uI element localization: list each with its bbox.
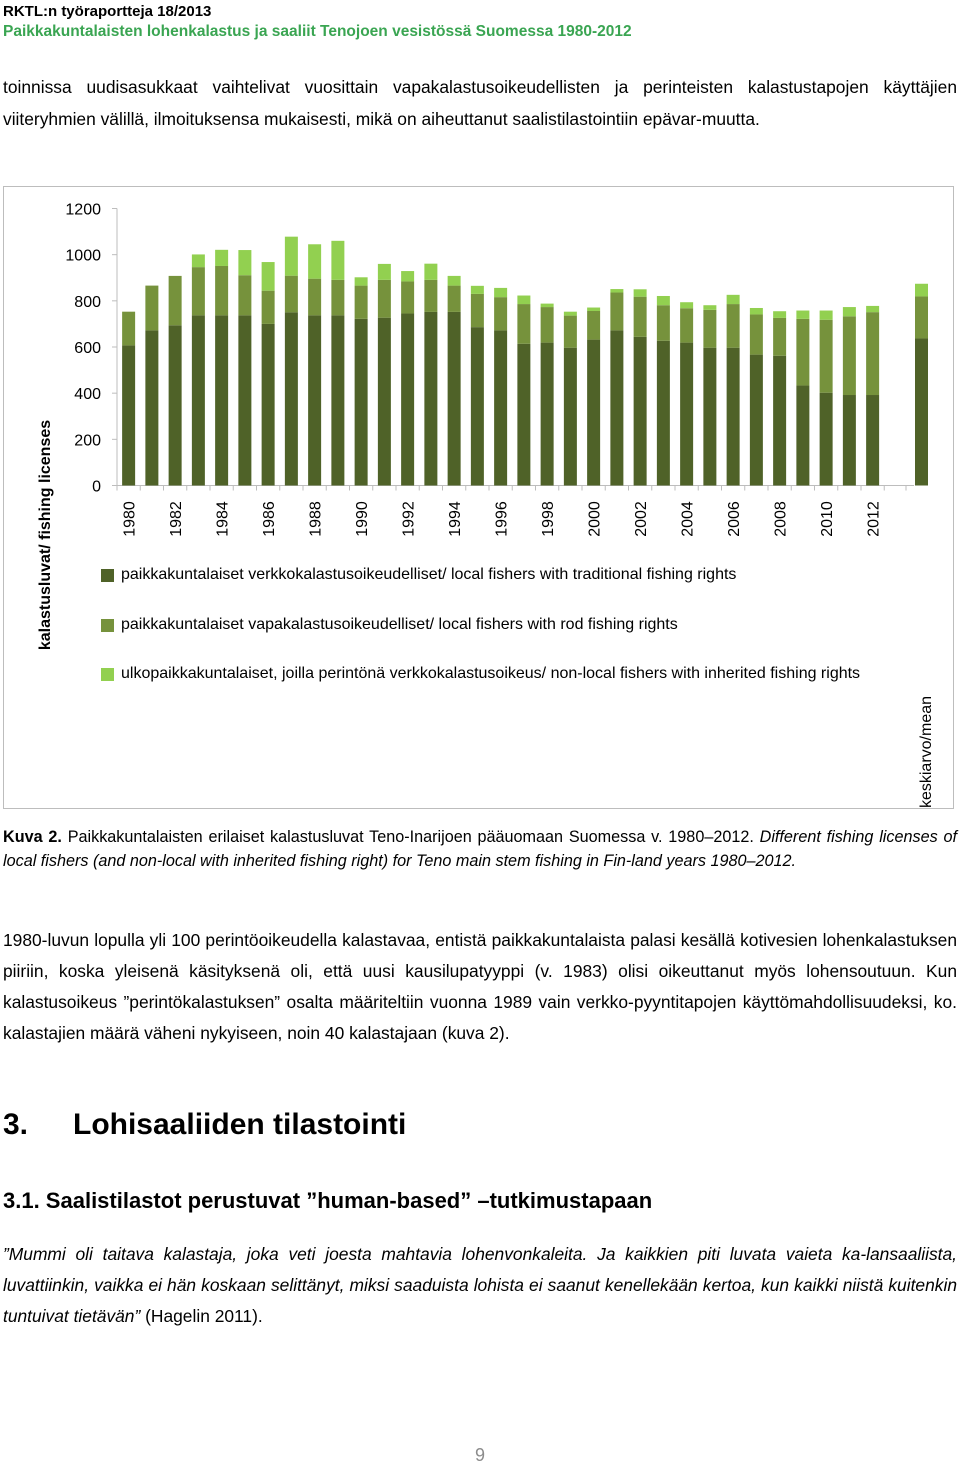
bar-segment-s1-2004 [680, 343, 693, 486]
bar-segment-s1-2002 [634, 337, 647, 486]
bar-segment-s1-2011 [843, 395, 856, 485]
bar-segment-s1-2000 [587, 340, 600, 486]
bar-segment-s2-1986 [262, 291, 275, 324]
bar-segment-s2-1998 [541, 307, 554, 343]
bar-segment-s2-1983 [192, 267, 205, 315]
caption-label: Kuva 2. [3, 828, 62, 846]
bar-segment-s2-1989 [331, 280, 344, 316]
bar-segment-s2-2009 [796, 319, 809, 386]
legend-item-traditional [101, 563, 891, 587]
bar-segment-s3-keskiarvo/mean [915, 284, 928, 297]
legend-swatch-rod [101, 619, 114, 632]
bar-segment-s3-2011 [843, 307, 856, 316]
bar-segment-s1-1983 [192, 315, 205, 485]
caption-english: Different fishing licenses of local fishers (and non-local with inherited fishing right) for Teno main stem fishing in Fin-land years 1980–2012. [3, 828, 957, 870]
y-tick-label: 200 [74, 432, 101, 450]
bar-segment-s1-1991 [378, 318, 391, 486]
quote-text: ”Mummi oli taitava kalastaja, joka veti joesta mahtavia lohenvonkaleita. Ja kaikkien piti luvata vaieta ka-lansaaliista, luvattiinkin, vaikka ei hän koskaan selittänyt, miksi saaduista lohista ei saanut kenellekään kertoa, kun kaikki niistä kuitenkin tuntuivat tietävän” [3, 1244, 957, 1326]
bar-segment-s3-1997 [517, 296, 530, 305]
bar-segment-s1-2001 [610, 330, 623, 485]
intro-paragraph: toinnissa uudisasukkaat vaihtelivat vuosittain vapakalastusoikeudellisten ja perinteisten kalastustapojen käyttäjien viiteryhmien välillä, ilmoituksensa mukaisesti, mikä on aiheuttanut saalistilastointiin epävar-muutta. [3, 77, 957, 129]
bar-segment-s3-1986 [262, 262, 275, 291]
quote-paragraph [3, 1239, 957, 1332]
legend-swatch-inherited [101, 668, 114, 681]
bar-segment-s2-1993 [424, 280, 437, 312]
bar-segment-s1-2010 [820, 393, 833, 486]
bar-segment-s3-2009 [796, 311, 809, 319]
legend-label-rod: paikkakuntalaiset vapakalastusoikeudelliset/ local fishers with rod fishing rights [121, 616, 678, 633]
bar-segment-s3-2004 [680, 302, 693, 308]
section-heading [3, 1108, 406, 1142]
bar-segment-s1-1989 [331, 315, 344, 485]
bar-segment-s1-1981 [145, 330, 158, 485]
bar-segment-s2-1985 [238, 275, 251, 315]
bar-segment-s1-1982 [169, 325, 182, 485]
bar-segment-s3-1990 [355, 277, 368, 285]
bar-segment-s1-1996 [494, 330, 507, 485]
report-series: RKTL:n työraportteja 18/2013 [3, 3, 212, 20]
x-tick-label: 2010 [819, 501, 837, 537]
bar-segment-s2-1997 [517, 304, 530, 344]
page-number: 9 [474, 1445, 485, 1465]
bar-segment-s1-2005 [703, 348, 716, 486]
y-tick-label: 1000 [65, 247, 101, 265]
y-axis-label: kalastusluvat/ fishing licenses [37, 419, 54, 651]
bar-segment-s3-1988 [308, 244, 321, 278]
bar-segment-s3-2001 [610, 289, 623, 292]
x-tick-label: 2004 [679, 501, 697, 537]
x-tick-label: 1980 [121, 501, 139, 537]
bar-segment-s1-1988 [308, 315, 321, 485]
bar-segment-s2-2011 [843, 316, 856, 395]
bar-segment-s2-2001 [610, 293, 623, 331]
bar-segment-s3-1984 [215, 250, 228, 266]
x-tick-label: 2008 [772, 501, 790, 537]
bar-segment-s2-2008 [773, 318, 786, 356]
bar-segment-s3-1999 [564, 312, 577, 316]
bar-segment-s3-1995 [471, 286, 484, 294]
bar-segment-s1-1999 [564, 348, 577, 486]
x-tick-label: 2012 [865, 501, 883, 537]
legend-swatch-traditional [101, 569, 114, 582]
bar-segment-s3-1996 [494, 288, 507, 297]
x-tick-label: 2006 [726, 501, 744, 537]
quote-citation: (Hagelin 2011). [140, 1306, 263, 1326]
bar-segment-s1-2006 [727, 348, 740, 486]
bar-segment-s3-1989 [331, 241, 344, 280]
bar-segment-s3-2006 [727, 295, 740, 304]
bar-segment-s1-1985 [238, 315, 251, 485]
bar-segment-s1-1986 [262, 324, 275, 486]
bar-segment-s1-keskiarvo/mean [915, 338, 928, 485]
bar-segment-s3-1994 [448, 276, 461, 286]
bar-segment-s1-1993 [424, 312, 437, 486]
section-title: Lohisaaliiden tilastointi [73, 1108, 407, 1141]
body-paragraph: 1980-luvun lopulla yli 100 perintöoikeudella kalastavaa, entistä paikkakuntalaista palasi kesällä kotivesien lohenkalastuksen piiriin, koska yleisenä käsityksenä oli, että uusi kausilupatyyppi (v. 1983) olisi oikeuttanut myös lohensoutuun. Kun kalastusoikeus ”perintökalastuksen” osalta määriteltiin vuonna 1989 vain verkko-pyyntitapojen käyttömahdollisuudeksi, ko. kalastajien määrä väheni nykyiseen, noin 40 kalastajaan (kuva 2). [3, 930, 957, 1043]
bar-segment-s1-1987 [285, 312, 298, 485]
bar-segment-s1-2007 [750, 355, 763, 486]
bar-segment-s2-1994 [448, 286, 461, 312]
bar-segment-s2-1988 [308, 279, 321, 316]
bar-segment-s2-1981 [145, 286, 158, 331]
bar-segment-s2-keskiarvo/mean [915, 296, 928, 338]
bar-segment-s2-1991 [378, 280, 391, 318]
bar-segment-s2-1984 [215, 266, 228, 315]
x-tick-label: 1992 [400, 501, 418, 537]
legend-item-inherited [101, 662, 891, 686]
bar-segment-s1-2009 [796, 386, 809, 486]
running-header [3, 2, 632, 43]
x-tick-label: 1998 [540, 501, 558, 537]
bar-segment-s1-1997 [517, 344, 530, 486]
bar-segment-s2-1987 [285, 276, 298, 313]
bar-segment-s3-2012 [866, 306, 879, 312]
bar-segment-s3-2000 [587, 308, 600, 311]
x-tick-label: 2002 [633, 501, 651, 537]
bar-segment-s2-2012 [866, 312, 879, 395]
bar-segment-s3-1987 [285, 237, 298, 276]
bar-segment-s3-1993 [424, 264, 437, 280]
legend-item-rod [101, 613, 891, 637]
bar-segment-s2-1980 [122, 312, 135, 346]
x-tick-label: 2000 [586, 501, 604, 537]
bar-segment-s2-1999 [564, 316, 577, 348]
bar-segment-s1-2008 [773, 356, 786, 486]
bar-segment-s3-2002 [634, 289, 647, 296]
bar-segment-s1-1990 [355, 319, 368, 486]
bar-segment-s1-1992 [401, 314, 414, 486]
bar-segment-s3-1983 [192, 254, 205, 267]
legend-label-traditional: paikkakuntalaiset verkkokalastusoikeudelliset/ local fishers with traditional fishing rights [121, 566, 737, 583]
bar-segment-s3-2003 [657, 296, 670, 305]
y-tick-label: 600 [74, 340, 101, 357]
bar-segment-s3-1991 [378, 264, 391, 280]
x-tick-label: 1988 [307, 501, 325, 537]
y-tick-label: 0 [92, 478, 101, 496]
bar-segment-s2-1982 [169, 276, 182, 325]
bar-segment-s2-2002 [634, 297, 647, 337]
stacked-bar-chart [4, 187, 952, 807]
bar-segment-s2-2010 [820, 320, 833, 393]
bar-segment-s3-2010 [820, 311, 833, 320]
legend-label-inherited: ulkopaikkakuntalaiset, joilla perintönä verkkokalastusoikeus/ non-local fishers with inherited fishing rights [121, 665, 861, 682]
bar-segment-s2-1992 [401, 281, 414, 313]
mean-category-label: keskiarvo/mean [918, 695, 935, 809]
y-tick-label: 800 [74, 293, 101, 311]
bar-segment-s2-2007 [750, 314, 763, 354]
bar-segment-s2-2000 [587, 311, 600, 340]
bar-segment-s3-1985 [238, 250, 251, 275]
bar-segment-s3-1992 [401, 271, 414, 281]
bar-segment-s2-1995 [471, 294, 484, 327]
caption-finnish: Paikkakuntalaisten erilaiset kalastusluvat Teno-Inarijoen pääuomaan Suomessa v. 1980–2012. [67, 828, 754, 846]
section-number: 3. [3, 1108, 29, 1141]
x-tick-label: 1996 [493, 501, 511, 537]
x-tick-label: 1984 [214, 501, 232, 537]
x-tick-label: 1994 [447, 501, 465, 537]
bar-segment-s3-2005 [703, 305, 716, 310]
bar-segment-s1-2012 [866, 395, 879, 485]
figure-caption [3, 825, 957, 873]
chart-frame [3, 186, 954, 809]
bar-segment-s2-2005 [703, 310, 716, 348]
x-tick-label: 1982 [168, 501, 186, 537]
y-tick-label: 400 [74, 386, 101, 404]
bar-segment-s1-1980 [122, 345, 135, 485]
bar-segment-s1-1998 [541, 343, 554, 486]
report-title: Paikkakuntalaisten lohenkalastus ja saaliit Tenojoen vesistössä Suomessa 1980-2012 [3, 23, 632, 40]
bar-segment-s1-1984 [215, 315, 228, 485]
bar-segment-s2-1996 [494, 297, 507, 330]
bar-segment-s2-2006 [727, 304, 740, 348]
x-tick-label: 1986 [261, 501, 279, 537]
bar-segment-s3-1998 [541, 304, 554, 307]
subsection-heading: 3.1. Saalistilastot perustuvat ”human-based” –tutkimustapaan [3, 1188, 653, 1213]
bar-segment-s3-2008 [773, 311, 786, 318]
bar-segment-s1-1994 [448, 312, 461, 486]
x-tick-label: 1990 [354, 501, 372, 537]
bar-segment-s2-2003 [657, 305, 670, 341]
bar-segment-s2-1990 [355, 286, 368, 319]
bar-segment-s2-2004 [680, 308, 693, 342]
y-tick-label: 1200 [65, 201, 101, 219]
bar-segment-s1-1995 [471, 327, 484, 485]
bar-segment-s1-2003 [657, 341, 670, 486]
bar-segment-s3-2007 [750, 308, 763, 314]
